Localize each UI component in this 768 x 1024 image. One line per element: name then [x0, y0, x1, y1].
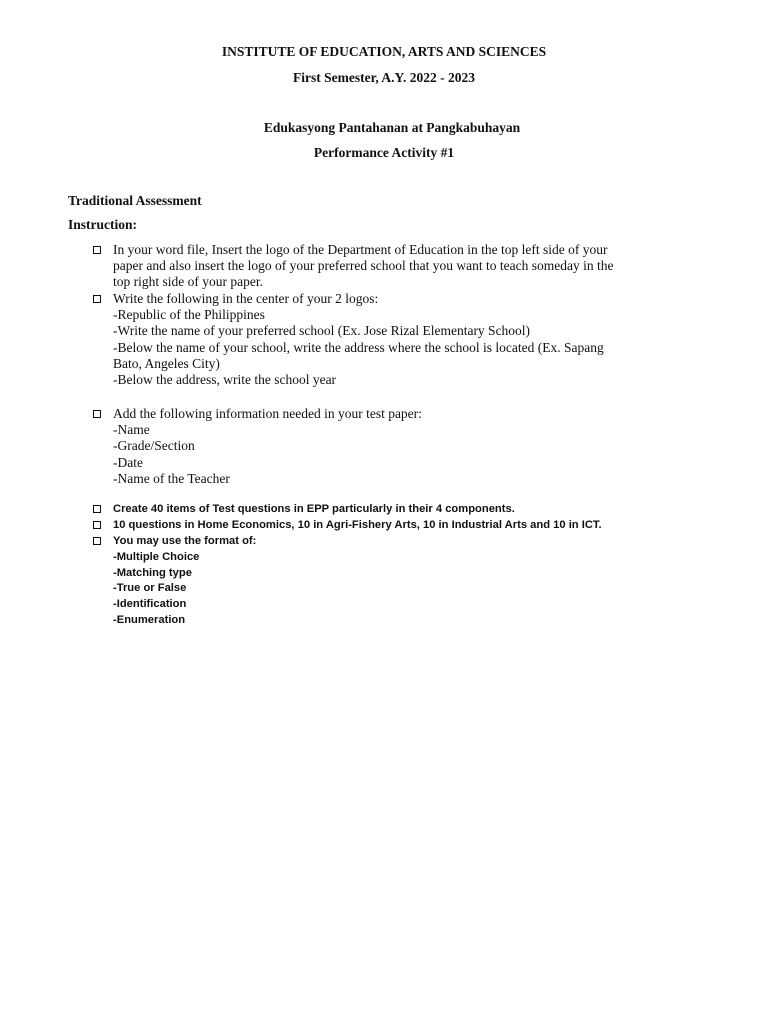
checklist-item: [90, 502, 690, 518]
checklist-item-text: [113, 518, 690, 534]
checklist-item: [90, 518, 690, 534]
item-line: -Multiple Choice: [113, 550, 200, 563]
section-title: Traditional Assessment: [68, 193, 202, 208]
item-line: -Name: [113, 422, 150, 438]
checkbox-icon: [93, 537, 101, 545]
item-line: -Enumeration: [113, 613, 186, 626]
checkbox-icon: [93, 505, 101, 513]
item-line: -Write the name of your preferred school (Ex. Jose Rizal Elementary School): [113, 323, 531, 339]
checklist-item: [90, 291, 690, 388]
checkbox-icon: [93, 521, 101, 529]
subject-title: Edukasyong Pantahanan at Pangkabuhayan: [263, 120, 521, 135]
item-line: -True or False: [113, 582, 187, 595]
item-line: paper and also insert the logo of your preferred school that you want to teach someday in the: [113, 258, 614, 274]
item-line: -Date: [113, 454, 143, 470]
item-line: -Below the address, write the school year: [113, 372, 337, 388]
checklist-item: [90, 242, 690, 291]
checkbox-icon: [93, 246, 101, 254]
checkbox-icon: [93, 295, 101, 303]
item-line: Add the following information needed in your test paper:: [113, 406, 422, 421]
checklist-item-text: [113, 534, 690, 629]
checklist-item-text: [113, 291, 690, 388]
item-line: Bato, Angeles City): [113, 355, 220, 371]
checkbox-icon: [93, 410, 101, 418]
item-line: -Republic of the Philippines: [113, 307, 265, 323]
item-line: -Name of the Teacher: [113, 470, 230, 486]
item-line: -Grade/Section: [113, 438, 195, 454]
item-line: Create 40 items of Test questions in EPP particularly in their 4 components.: [113, 503, 515, 515]
item-line: You may use the format of:: [113, 535, 257, 547]
item-line: top right side of your paper.: [113, 274, 263, 290]
semester-line: First Semester, A.Y. 2022 - 2023: [293, 70, 475, 85]
item-line: -Matching type: [113, 566, 192, 579]
item-line: 10 questions in Home Economics, 10 in Agri-Fishery Arts, 10 in Industrial Arts and 10 in ICT.: [113, 519, 602, 531]
item-line: -Below the name of your school, write the address where the school is located (Ex. Sapang: [113, 339, 604, 355]
checklist-item-text: [113, 406, 690, 487]
instruction-label: Instruction:: [68, 217, 138, 232]
checklist-item-text: [113, 502, 690, 518]
institute-title: INSTITUTE OF EDUCATION, ARTS AND SCIENCES: [221, 44, 547, 59]
item-line: Write the following in the center of your 2 logos:: [113, 291, 379, 306]
checklist-item: [90, 534, 690, 629]
item-line: -Identification: [113, 598, 187, 611]
checklist-item-text: [113, 242, 690, 291]
item-line: In your word file, Insert the logo of the Department of Education in the top left side of your: [113, 242, 608, 257]
activity-title: Performance Activity #1: [313, 145, 455, 160]
checklist-item: [90, 406, 690, 487]
